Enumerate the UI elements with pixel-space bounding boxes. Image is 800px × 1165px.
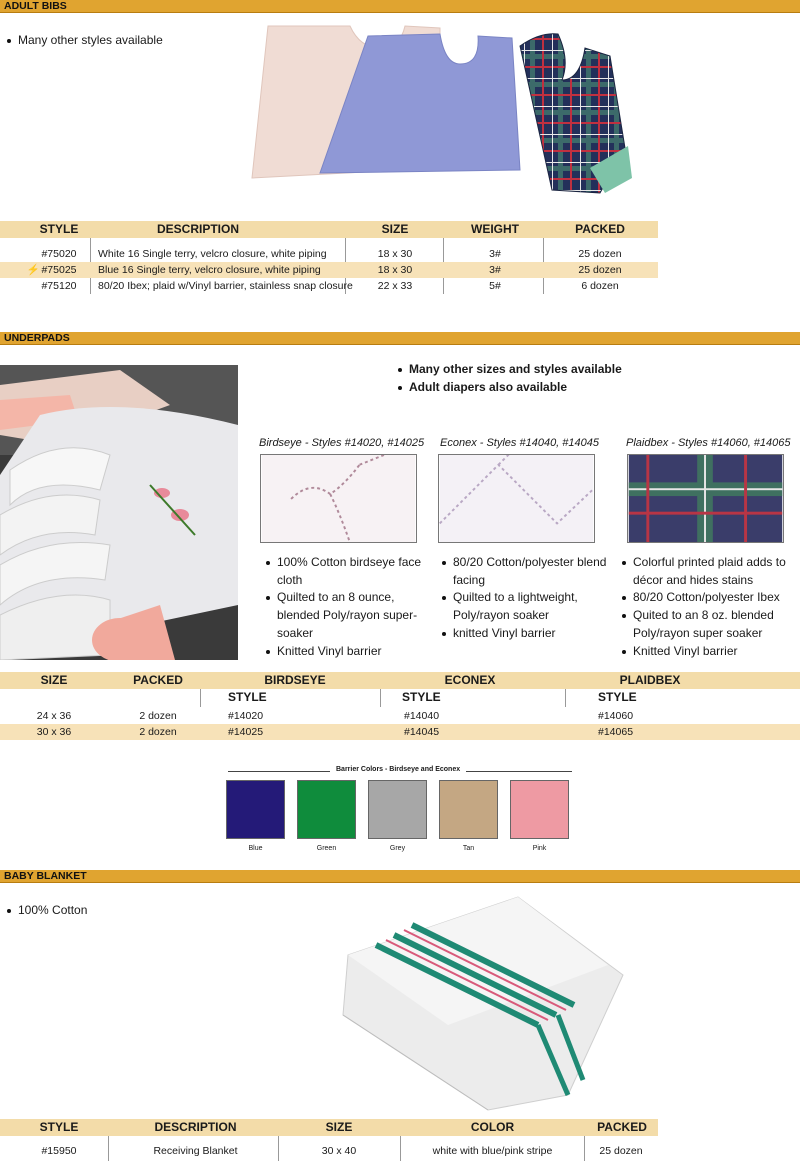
section-title: UNDERPADS bbox=[4, 332, 70, 344]
col-weight: WEIGHT bbox=[471, 222, 519, 236]
feature-item: 80/20 Cotton/polyester blend facing bbox=[453, 554, 618, 589]
swatch-label: Pink bbox=[532, 845, 547, 852]
bibs-table-header bbox=[0, 221, 658, 238]
subheader-style: STYLE bbox=[598, 690, 637, 704]
swatch-tan bbox=[439, 780, 498, 839]
swatch-blue bbox=[226, 780, 285, 839]
size-cell: 18 x 30 bbox=[377, 264, 413, 276]
feature-item: Quilted to an 8 ounce, blended Poly/rayon super-soaker bbox=[277, 589, 427, 642]
col-divider bbox=[565, 689, 566, 707]
color-cell: white with blue/pink stripe bbox=[432, 1145, 553, 1157]
birdseye-cell: #14020 bbox=[228, 710, 264, 722]
packed-cell: 25 dozen bbox=[578, 264, 622, 276]
econex-cell: #14045 bbox=[404, 726, 440, 738]
underpads-bullet: Adult diapers also available bbox=[409, 380, 568, 394]
col-packed: PACKED bbox=[133, 673, 183, 687]
style-cell: #75120 bbox=[41, 280, 77, 292]
swatch-pink bbox=[510, 780, 569, 839]
blanket-table-header bbox=[0, 1119, 658, 1136]
description-cell: Receiving Blanket bbox=[153, 1145, 238, 1157]
blanket-bullet: 100% Cotton bbox=[18, 903, 88, 917]
packed-cell: 25 dozen bbox=[578, 248, 622, 260]
baby-blanket-section-bar bbox=[0, 870, 800, 883]
swatch-label: Green bbox=[316, 845, 337, 852]
birdseye-cell: #14025 bbox=[228, 726, 264, 738]
birdseye-features bbox=[277, 554, 427, 660]
plaidbex-features bbox=[633, 554, 798, 660]
swatch-label: Blue bbox=[248, 845, 263, 852]
weight-cell: 3# bbox=[489, 248, 501, 260]
underpads-section-bar bbox=[0, 332, 800, 345]
col-packed: PACKED bbox=[597, 1120, 647, 1134]
econex-swatch bbox=[438, 454, 595, 543]
col-econex: ECONEX bbox=[444, 673, 496, 687]
econex-caption: Econex - Styles #14040, #14045 bbox=[440, 437, 600, 449]
col-style: STYLE bbox=[39, 222, 79, 236]
col-divider bbox=[200, 689, 201, 707]
weight-cell: 5# bbox=[489, 280, 501, 292]
packed-cell: 2 dozen bbox=[139, 710, 177, 722]
col-size: SIZE bbox=[325, 1120, 353, 1134]
col-birdseye: BIRDSEYE bbox=[264, 673, 326, 687]
table-row bbox=[0, 708, 800, 724]
feature-item: 100% Cotton birdseye face cloth bbox=[277, 554, 427, 589]
feature-item: Quilted to a lightweight, Poly/rayon soaker bbox=[453, 589, 618, 624]
swatch-green bbox=[297, 780, 356, 839]
col-description: DESCRIPTION bbox=[156, 222, 239, 236]
table-row bbox=[0, 724, 800, 740]
birdseye-swatch bbox=[260, 454, 417, 543]
description-cell: White 16 Single terry, velcro closure, white piping bbox=[98, 248, 327, 260]
feature-item: 80/20 Cotton/polyester Ibex bbox=[633, 589, 798, 607]
plaidbex-caption: Plaidbex - Styles #14060, #14065 bbox=[626, 437, 791, 449]
size-cell: 18 x 30 bbox=[377, 248, 413, 260]
swatch-label: Grey bbox=[389, 845, 406, 852]
style-cell: #75020 bbox=[41, 248, 77, 260]
feature-item: Quited to an 8 oz. blended Poly/rayon super soaker bbox=[633, 607, 798, 642]
subheader-style: STYLE bbox=[402, 690, 441, 704]
subheader-style: STYLE bbox=[228, 690, 267, 704]
birdseye-caption: Birdseye - Styles #14020, #14025 bbox=[259, 437, 425, 449]
section-title: BABY BLANKET bbox=[4, 870, 87, 882]
description-cell: 80/20 Ibex; plaid w/Vinyl barrier, stainless snap closure bbox=[98, 280, 353, 292]
table-row bbox=[0, 278, 658, 294]
packed-cell: 2 dozen bbox=[139, 726, 177, 738]
underpads-photo bbox=[0, 365, 238, 660]
col-packed: PACKED bbox=[575, 222, 625, 236]
packed-cell: 25 dozen bbox=[599, 1145, 643, 1157]
adult-bibs-photo bbox=[240, 18, 660, 218]
col-size: SIZE bbox=[381, 222, 409, 236]
econex-features bbox=[453, 554, 618, 643]
feature-item: knitted Vinyl barrier bbox=[453, 625, 618, 643]
description-cell: Blue 16 Single terry, velcro closure, white piping bbox=[98, 264, 321, 276]
size-cell: 30 x 40 bbox=[321, 1145, 357, 1157]
barrier-colors-title: Barrier Colors - Birdseye and Econex bbox=[330, 766, 466, 773]
feature-item: Knitted Vinyl barrier bbox=[277, 643, 427, 661]
style-cell: #75025 bbox=[41, 264, 77, 276]
baby-blanket-photo bbox=[338, 895, 628, 1115]
table-row bbox=[0, 262, 658, 278]
plaidbex-swatch bbox=[627, 454, 784, 543]
plaidbex-cell: #14065 bbox=[598, 726, 634, 738]
size-cell: 30 x 36 bbox=[36, 726, 72, 738]
section-title: ADULT BIBS bbox=[4, 0, 67, 12]
lightning-icon: ⚡ bbox=[26, 264, 40, 276]
col-color: COLOR bbox=[470, 1120, 515, 1134]
col-divider bbox=[380, 689, 381, 707]
econex-cell: #14040 bbox=[404, 710, 440, 722]
swatch-label: Tan bbox=[462, 845, 475, 852]
bibs-bullet: Many other styles available bbox=[18, 33, 163, 47]
feature-item: Knitted Vinyl barrier bbox=[633, 643, 798, 661]
style-cell: #15950 bbox=[41, 1145, 77, 1157]
size-cell: 22 x 33 bbox=[377, 280, 413, 292]
col-plaidbex: PLAIDBEX bbox=[619, 673, 681, 687]
table-row bbox=[0, 1143, 658, 1159]
table-row bbox=[0, 246, 658, 262]
plaidbex-cell: #14060 bbox=[598, 710, 634, 722]
size-cell: 24 x 36 bbox=[36, 710, 72, 722]
col-style: STYLE bbox=[39, 1120, 79, 1134]
weight-cell: 3# bbox=[489, 264, 501, 276]
swatch-grey bbox=[368, 780, 427, 839]
col-size: SIZE bbox=[40, 673, 68, 687]
adult-bibs-section-bar bbox=[0, 0, 800, 13]
feature-item: Colorful printed plaid adds to décor and hides stains bbox=[633, 554, 798, 589]
col-description: DESCRIPTION bbox=[154, 1120, 237, 1134]
packed-cell: 6 dozen bbox=[581, 280, 619, 292]
underpads-bullet: Many other sizes and styles available bbox=[409, 362, 622, 376]
underpads-table-header bbox=[0, 672, 800, 689]
